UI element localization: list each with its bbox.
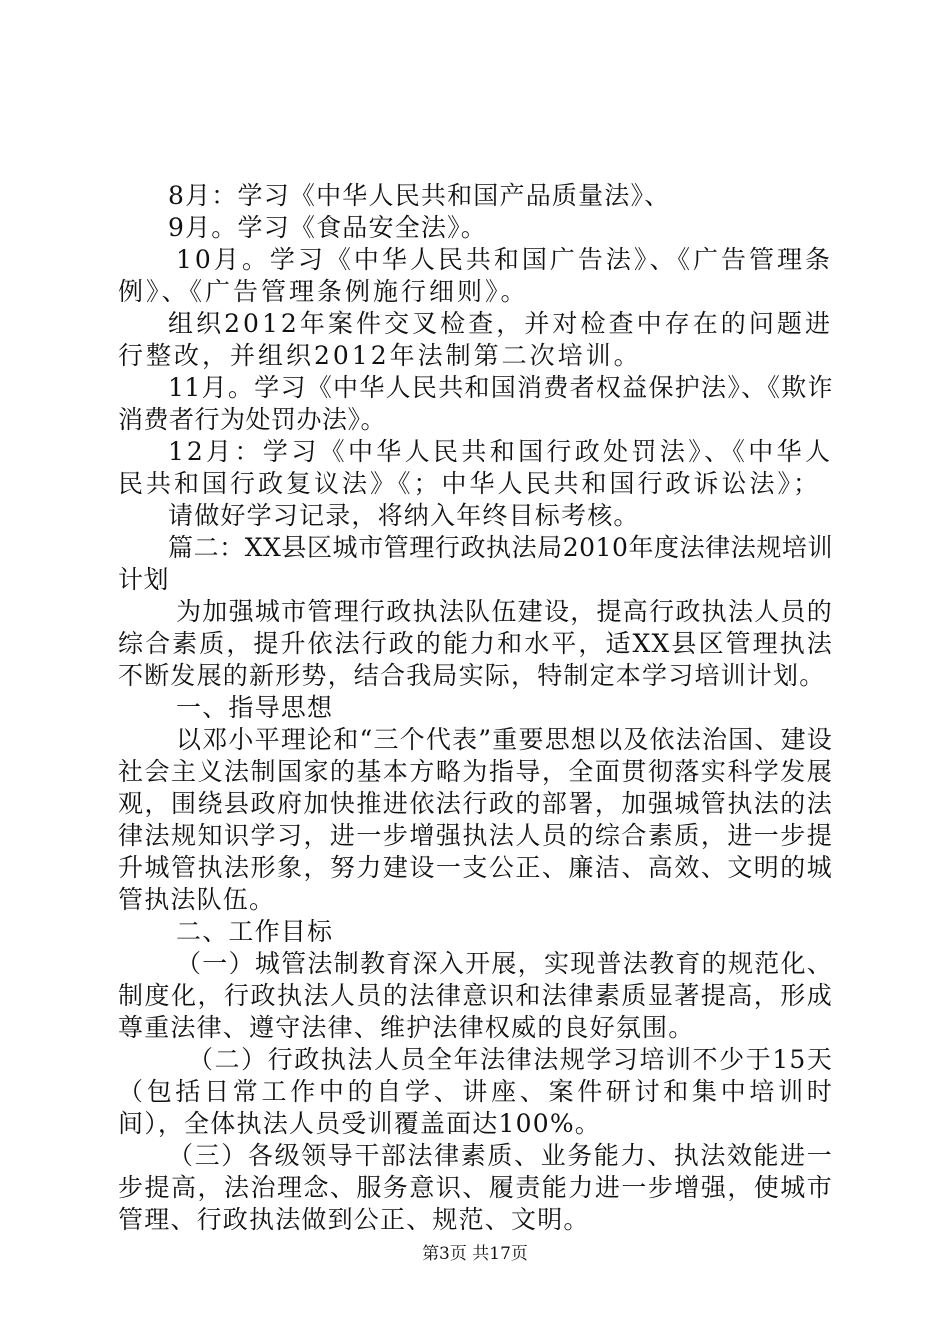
paragraph-goal-three: （三）各级领导干部法律素质、业务能力、执法效能进一步提高，法治理念、服务意识、履责能力进一步增强，使城市管理、行政执法做到公正、规范、文明。 [118, 1141, 833, 1234]
paragraph-september: 9月。学习《食品安全法》。 [168, 213, 488, 242]
heading-guiding-ideology: 一、指导思想 [176, 693, 334, 722]
document-body [118, 180, 833, 1236]
section-title-part-two: 篇二：XX县区城市管理行政执法局2010年度法律法规培训计划 [118, 533, 833, 594]
paragraph-guiding-ideology: 以邓小平理论和“三个代表”重要思想以及依法治国、建设社会主义法制国家的基本方略为指导，全面贯彻落实科学发展观，围绕县政府加快推进依法行政的部署，加强城管执法的法律法规知识学习，进一步增强执法人员的综合素质，进一步提升城管执法形象，努力建设一支公正、廉洁、高效、文明的城管执法队伍。 [118, 725, 833, 914]
page-number-footer: 第3页 共17页 [422, 1244, 528, 1264]
paragraph-study-record: 请做好学习记录，将纳入年终目标考核。 [168, 501, 640, 530]
paragraph-december: 12月：学习《中华人民共和国行政处罚法》、《中华人民共和国行政复议法》《；中华人民共和国行政诉讼法》； [118, 437, 833, 498]
paragraph-october: 10月。学习《中华人民共和国广告法》、《广告管理条例》、《广告管理条例施行细则》。 [118, 245, 833, 306]
paragraph-november: 11月。学习《中华人民共和国消费者权益保护法》、《欺诈消费者行为处罚办法》。 [118, 373, 833, 434]
paragraph-introduction: 为加强城市管理行政执法队伍建设，提高行政执法人员的综合素质，提升依法行政的能力和水平，适XX县区管理执法不断发展的新形势，结合我局实际，特制定本学习培训计划。 [118, 597, 833, 690]
paragraph-goal-one: （一）城管法制教育深入开展，实现普法教育的规范化、制度化，行政执法人员的法律意识和法律素质显著提高，形成尊重法律、遵守法律、维护法律权威的良好氛围。 [118, 949, 833, 1042]
heading-work-goals: 二、工作目标 [176, 917, 334, 946]
paragraph-goal-two: （二）行政执法人员全年法律法规学习培训不少于15天（包括日常工作中的自学、讲座、案件研讨和集中培训时间），全体执法人员受训覆盖面达100%。 [118, 1045, 833, 1138]
paragraph-august: 8月：学习《中华人民共和国产品质量法》、 [168, 181, 671, 210]
paragraph-case-inspection: 组织2012年案件交叉检查，并对检查中存在的问题进行整改，并组织2012年法制第二次培训。 [118, 309, 833, 370]
